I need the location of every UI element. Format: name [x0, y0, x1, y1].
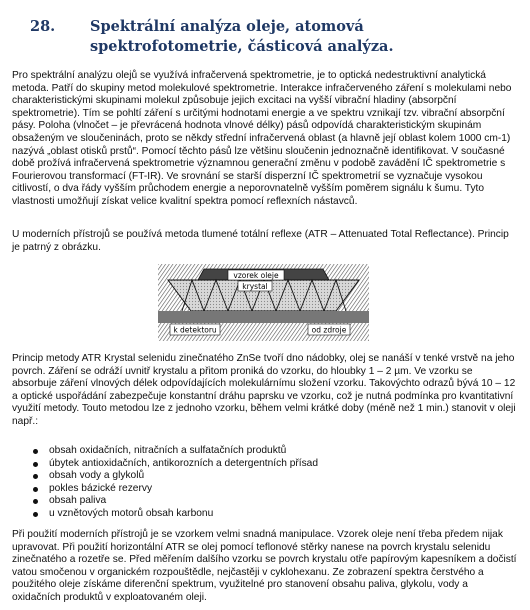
base-plate: [158, 311, 369, 323]
section-number: 28.: [30, 18, 56, 35]
list-item: [12, 495, 517, 508]
list-item-text: u vznětových motorů obsah karbonu: [49, 507, 214, 519]
principle-paragraph: Princip metody ATR Krystal selenidu zinečnatého ZnSe tvoří dno nádobky, olej se nanáší v tenké vrstvě na jeho povrch. Záření se odráží uvnitř krystalu a přitom proniká do vzorku, do hloubky 1 – 2 µm. Ve vzorku se absorbuje záření vlnových délek odpovídajících molekulárnímu složení vzorku. Takovýchto odrazů bývá 10 – 12 a optické uspořádání zabezpečuje konstantní dráhu paprsku ve vzorku, což je nutná podmínka pro kvantitativní využití metody. Touto metodou lze z jednoho vzorku, během velmi krátké doby (méně než 1 min.) stanovit v oleji např.:: [12, 353, 516, 427]
list-item-text: pokles bázické rezervy: [49, 482, 153, 494]
atr-paragraph: U moderních přístrojů se používá metoda tlumené totální reflexe (ATR – Attenuated Total Reflectance). Princip je patrný z obrázku.: [12, 229, 509, 253]
bullet-icon: [33, 449, 38, 454]
bullet-icon: [33, 512, 38, 517]
intro-paragraph: Pro spektrální analýzu olejů se využívá infračervená spektrometrie, je to optická nedestruktivní analytická metoda. Patří do skupiny metod molekulové spektrometrie. Interakce infračerveného záření s molekulami nebo charakteristickými skupinami molekul způsobuje jejich excitaci na vyšší vibrační hladiny (absorpční spektrometrie). Tím se pohltí záření s určitými hodnotami energie a ve spektru vznikají tzv. vibrační absorpční pásy. Poloha (vlnočet – je převrácená hodnota vlnové délky) pásů odpovídá charakteristickým skupinám obsaženým ve sloučeninách, proto se někdy střední infračervená oblast (a hlavně její oblast kolem 1000 cm-1) nazývá „oblast otisků prstů“. Pomocí těchto pásů lze většinu sloučenin jednoznačně identifikovat. V současné době prožívá infračervená spektrometrie významnou generační změnu v podobě zavádění IČ spektrometrie s Fourierovou transformací (FT-IR). Ve srovnání se starší disperzní IČ spektrometrií se vyznačuje vysokou citlivostí, o dva řády vyšším průchodem energie a neporovnatelně vyšším poměrem signálu k šumu. Tyto vlastnosti umožňují získat velice kvalitní spektra pomocí reflexních nástavců.: [12, 70, 512, 207]
list-item: [12, 445, 517, 458]
bullet-icon: [33, 462, 38, 467]
list-item-text: obsah vody a glykolů: [49, 470, 145, 482]
usage-paragraph: Při použití moderních přístrojů je se vzorkem velmi snadná manipulace. Vzorek oleje není třeba předem nijak upravovat. Při použití horizontální ATR se olej pomocí teflonové stěrky nanese na povrch krystalu selenidu zinečnatého a rozetře se. Před měřením dalšího vzorku se povrch krystalu otře papírovým kapesníkem a dočistí vatou smočenou v organickém rozpouštědle, nejčastěji v cyklohexanu. Ze zobrazení spektra čerstvého a použitého oleje získáme diferenční spektrum, využitelné pro stanovení obsahu paliva, glykolu, vody a oxidačních produktů v exploatovaném oleji.: [12, 529, 517, 603]
list-item: [12, 470, 517, 483]
section-title: Spektrální analýza oleje, atomová spektrofotometrie, částicová analýza.: [90, 18, 394, 55]
bullet-icon: [33, 499, 38, 504]
list-item-text: obsah paliva: [49, 495, 107, 507]
detector-label: k detektoru: [173, 325, 217, 335]
section-heading: [14, 17, 519, 57]
analysis-bullet-list: [12, 445, 517, 521]
source-label: od zdroje: [311, 325, 347, 335]
list-item: [12, 483, 517, 496]
list-item: [12, 458, 517, 471]
bullet-icon: [33, 487, 38, 492]
atr-principle-diagram: [158, 264, 369, 341]
sample-label: vzorek oleje: [233, 271, 279, 280]
bullet-icon: [33, 474, 38, 479]
list-item: [12, 508, 517, 521]
list-item-text: obsah oxidačních, nitračních a sulfatačních produktů: [49, 445, 287, 456]
list-item-text: úbytek antioxidačních, antikorozních a detergentních přísad: [49, 457, 319, 469]
crystal-label: krystal: [242, 282, 268, 291]
